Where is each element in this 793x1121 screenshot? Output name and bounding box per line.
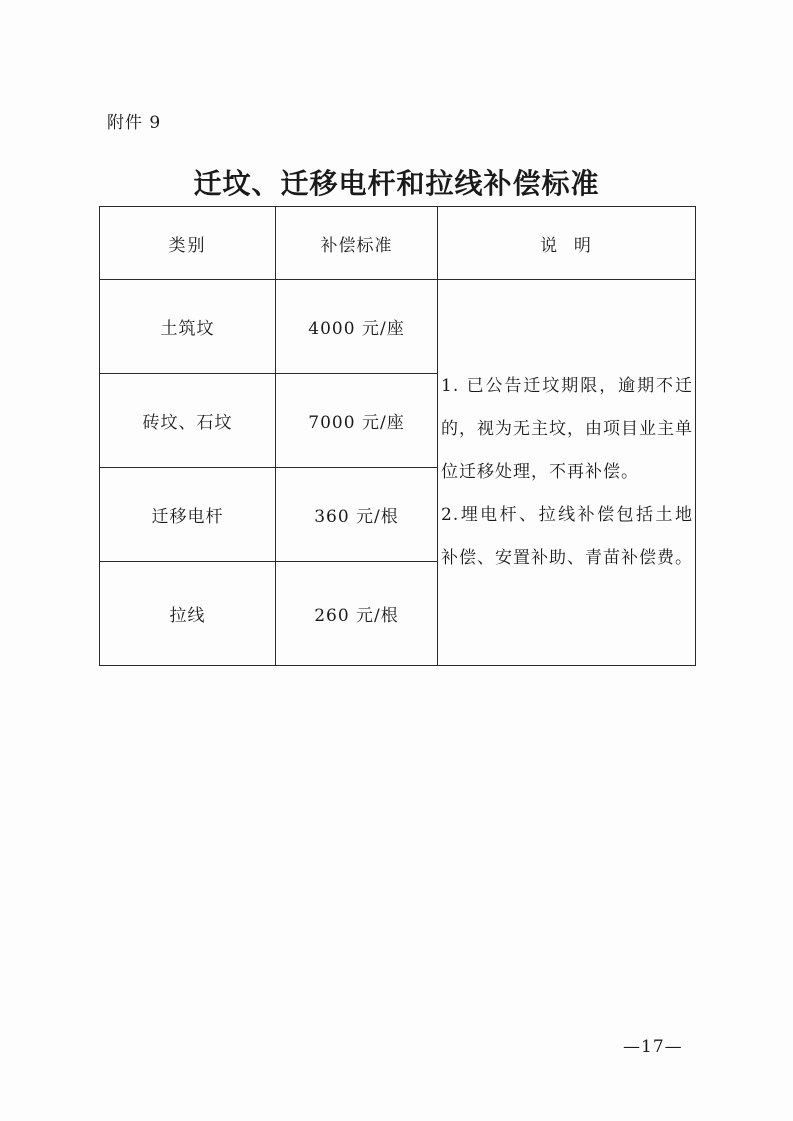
standard-value: 360 元/根 — [314, 507, 399, 527]
category-cell — [100, 280, 276, 374]
category-label: 砖坟、石坟 — [142, 413, 233, 433]
note-item: 2.埋电杆、拉线补偿包括土地补偿、安置补助、青苗补偿费。 — [441, 505, 693, 568]
header-standard-label: 补偿标准 — [320, 235, 393, 256]
notes-cell — [438, 280, 696, 666]
header-standard — [276, 207, 438, 280]
standard-cell — [276, 374, 438, 468]
standard-cell — [276, 468, 438, 562]
standard-cell — [276, 562, 438, 666]
attachment-label: 附件 9 — [107, 113, 162, 133]
category-cell — [100, 562, 276, 666]
compensation-table — [99, 206, 696, 666]
category-cell — [100, 468, 276, 562]
header-category — [100, 207, 276, 280]
header-category-label: 类别 — [168, 235, 207, 256]
header-notes-label: 说 明 — [540, 235, 593, 256]
standard-value: 4000 元/座 — [308, 319, 405, 339]
page-number: —17— — [623, 1037, 683, 1057]
table-header-row — [100, 207, 696, 280]
standard-value: 7000 元/座 — [308, 413, 405, 433]
category-label: 土筑坟 — [160, 319, 215, 339]
standard-cell — [276, 280, 438, 374]
page-title: 迁坟、迁移电杆和拉线补偿标准 — [193, 167, 600, 200]
table-row — [100, 280, 696, 374]
category-cell — [100, 374, 276, 468]
header-notes — [438, 207, 696, 280]
category-label: 拉线 — [169, 606, 206, 626]
category-label: 迁移电杆 — [151, 507, 224, 527]
note-item: 1. 已公告迁坟期限，逾期不迁的，视为无主坟，由项目业主单位迁移处理，不再补偿。 — [441, 376, 693, 482]
standard-value: 260 元/根 — [314, 606, 399, 626]
